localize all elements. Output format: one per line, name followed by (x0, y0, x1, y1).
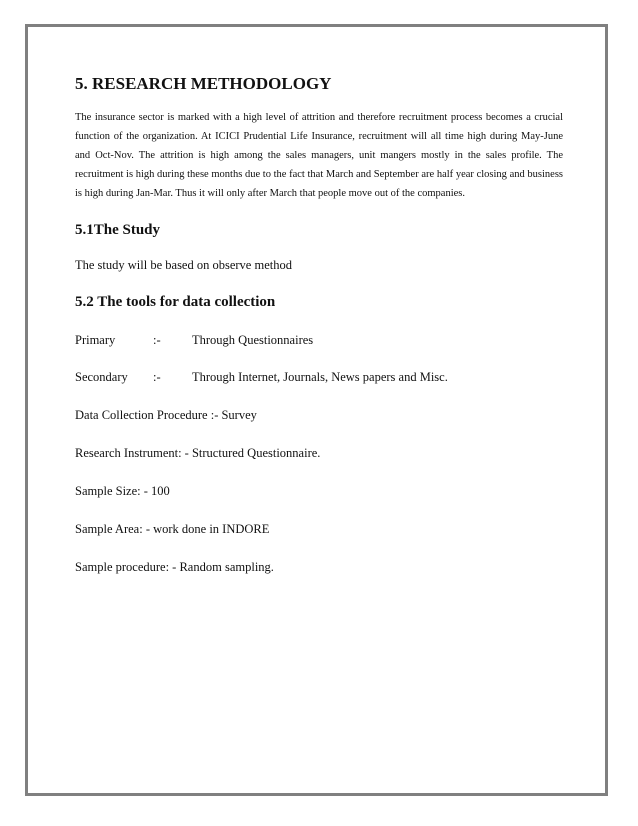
research-instrument: Research Instrument: - Structured Questionnaire. (75, 446, 321, 460)
tools-row-value: Through Internet, Journals, News papers and Misc. (192, 370, 448, 384)
study-heading: 5.1The Study (75, 222, 161, 238)
study-text: The study will be based on observe method (75, 258, 292, 272)
tools-row-primary (75, 332, 563, 348)
sample-area: Sample Area: - work done in INDORE (75, 522, 270, 536)
data-collection-procedure: Data Collection Procedure :- Survey (75, 408, 257, 422)
tools-row-value: Through Questionnaires (192, 333, 314, 347)
tools-row-separator: :- (153, 333, 161, 347)
tools-heading: 5.2 The tools for data collection (75, 294, 276, 310)
tools-row-label: Primary (75, 333, 116, 347)
section-title: 5. RESEARCH METHODOLOGY (75, 74, 332, 93)
sample-size: Sample Size: - 100 (75, 484, 170, 498)
tools-row-separator: :- (153, 370, 161, 384)
intro-paragraph: The insurance sector is marked with a high level of attrition and therefore recruitment process becomes a crucial function of the organization. At ICICI Prudential Life Insurance, recruitment will all time high during May-June and Oct-Nov. The attrition is high among the sales managers, unit mangers mostly in the sales profile. The recruitment is high during these months due to the fact that March and September are half year closing and business is high during Jan-Mar. Thus it will only after March that people move out of the companies. (75, 112, 563, 199)
page-content (75, 74, 563, 575)
sample-procedure: Sample procedure: - Random sampling. (75, 560, 274, 574)
tools-row-secondary (75, 369, 563, 385)
tools-row-label: Secondary (75, 370, 128, 384)
